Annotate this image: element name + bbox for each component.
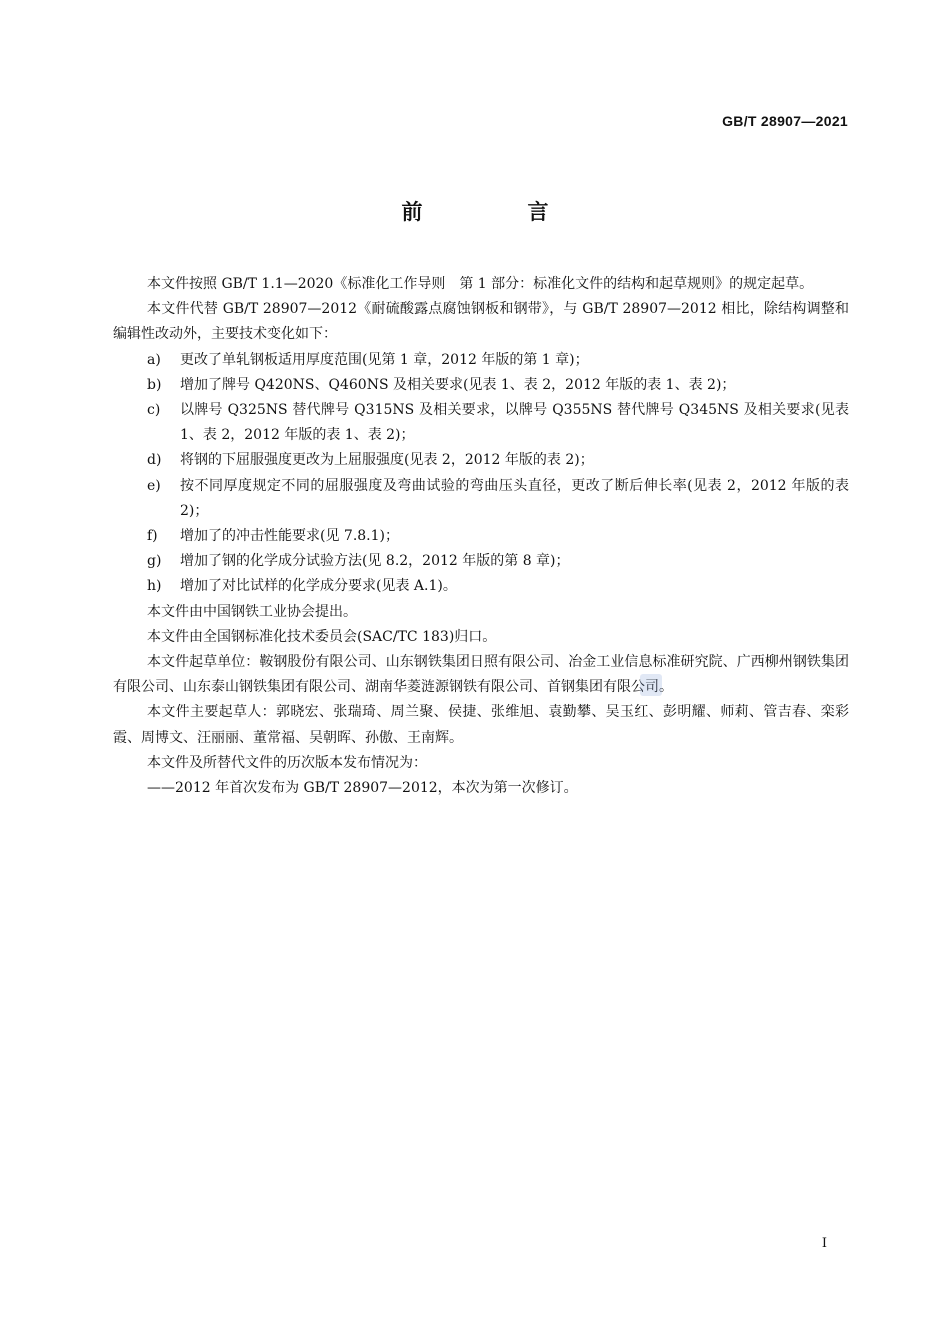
page-number: I: [821, 1236, 827, 1251]
list-marker: e): [147, 477, 161, 494]
list-item-text: 更改了单轧钢板适用厚度范围(见第 1 章，2012 年版的第 1 章)；: [180, 351, 589, 368]
watermark-mark: [640, 674, 662, 696]
list-item: [113, 549, 849, 574]
paragraph-history-intro: 本文件及所替代文件的历次版本发布情况为：: [147, 754, 427, 771]
list-item: [113, 373, 849, 398]
list-item-text: 增加了钢的化学成分试验方法(见 8.2，2012 年版的第 8 章)；: [180, 553, 570, 570]
list-marker: d): [147, 452, 162, 469]
paragraph-replacement: 本文件代替 GB/T 28907—2012《耐硫酸露点腐蚀钢板和钢带》，与 GB/T 28907—2012 相比，除结构调整和编辑性改动外，主要技术变化如下：: [113, 301, 849, 343]
paragraph-drafting-units: 本文件起草单位：鞍钢股份有限公司、山东钢铁集团日照有限公司、冶金工业信息标准研究院、广西柳州钢铁集团有限公司、山东泰山钢铁集团有限公司、湖南华菱涟源钢铁有限公司、首钢集团有限公司。: [113, 654, 849, 696]
standard-number: GB/T 28907—2021: [722, 113, 848, 129]
paragraph-history-entry: ——2012 年首次发布为 GB/T 28907—2012，本次为第一次修订。: [147, 780, 578, 797]
list-item-text: 增加了对比试样的化学成分要求(见表 A.1)。: [180, 578, 457, 595]
list-item: [113, 348, 849, 373]
list-item-text: 增加了的冲击性能要求(见 7.8.1)；: [180, 528, 399, 545]
list-marker: g): [147, 553, 162, 570]
list-item: [113, 448, 849, 473]
list-item-text: 以牌号 Q325NS 替代牌号 Q315NS 及相关要求，以牌号 Q355NS 替代牌号 Q345NS 及相关要求(见表 1、表 2，2012 年版的表 1、表 2)；: [180, 402, 849, 444]
list-marker: f): [147, 528, 158, 545]
list-item: [113, 524, 849, 549]
page-title: 前 言: [401, 200, 591, 224]
list-item: [113, 574, 849, 599]
list-item-text: 增加了牌号 Q420NS、Q460NS 及相关要求(见表 1、表 2，2012 年版的表 1、表 2)；: [180, 376, 736, 393]
list-marker: c): [147, 402, 161, 419]
document-body: [113, 272, 849, 801]
list-item: [113, 398, 849, 448]
list-item: [113, 474, 849, 524]
list-item-text: 将钢的下屈服强度更改为上屈服强度(见表 2，2012 年版的表 2)；: [180, 452, 594, 469]
paragraph-drafters: 本文件主要起草人：郭晓宏、张瑞琦、周兰聚、侯捷、张维旭、袁勤攀、吴玉红、彭明耀、师莉、管吉春、栾彩霞、周博文、汪丽丽、董常福、吴朝晖、孙傲、王南辉。: [113, 704, 849, 746]
list-marker: a): [147, 351, 161, 368]
change-list: [113, 348, 849, 600]
list-marker: b): [147, 376, 162, 393]
list-item-text: 按不同厚度规定不同的屈服强度及弯曲试验的弯曲压头直径，更改了断后伸长率(见表 2，2012 年版的表 2)；: [180, 477, 849, 519]
list-marker: h): [147, 578, 162, 595]
paragraph-proposer: 本文件由中国钢铁工业协会提出。: [147, 603, 357, 620]
paragraph-drafting-rules: 本文件按照 GB/T 1.1—2020《标准化工作导则 第 1 部分：标准化文件的结构和起草规则》的规定起草。: [147, 276, 814, 292]
paragraph-committee: 本文件由全国钢标准化技术委员会(SAC/TC 183)归口。: [147, 628, 497, 645]
